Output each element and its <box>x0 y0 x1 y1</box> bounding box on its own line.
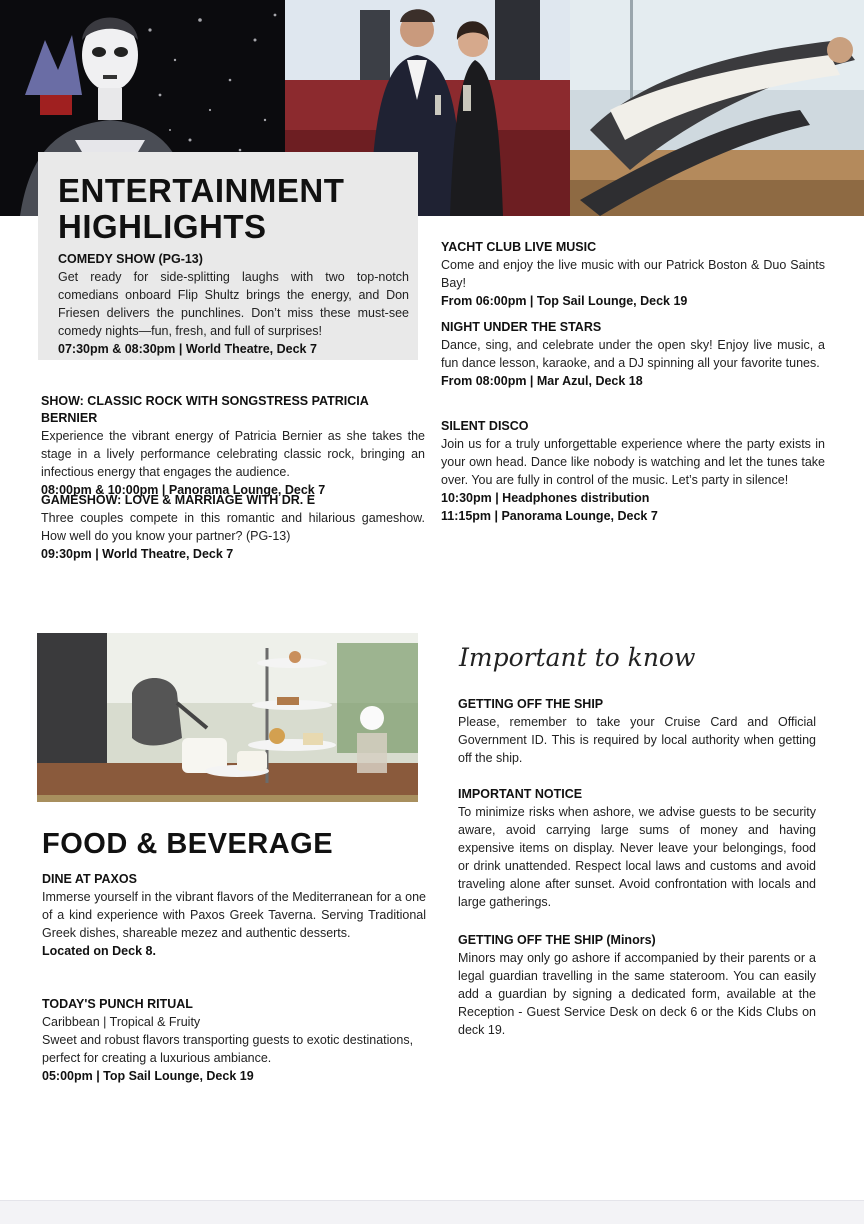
item-description: Dance, sing, and celebrate under the open sky! Enjoy live music, a fun dance lesson, karaoke, and a DJ spinning all your favorite tunes. <box>441 338 825 370</box>
item-time-location: 10:30pm | Headphones distribution <box>441 491 650 505</box>
item-description: To minimize risks when ashore, we advise guests to be security aware, avoid carrying large sums of money and having expensive items on display. Never leave your belongings, food or drink unattended. Respect local laws and customs and avoid traveling alone after sunset. Avoid confrontation with locals and large gatherings. <box>458 805 816 909</box>
item-heading: GETTING OFF THE SHIP <box>458 697 604 711</box>
getting-off-ship-item <box>458 696 816 767</box>
silent-disco-item <box>441 418 825 525</box>
item-heading: TODAY'S PUNCH RITUAL <box>42 997 193 1011</box>
gameshow-item <box>41 492 425 563</box>
yacht-club-item <box>441 239 825 310</box>
title-line-1: ENTERTAINMENT <box>58 172 345 209</box>
entertainment-title <box>58 173 344 245</box>
bottom-bar <box>0 1200 864 1224</box>
afternoon-tea-photo <box>37 633 418 802</box>
item-time-location: From 08:00pm | Mar Azul, Deck 18 <box>441 374 643 388</box>
item-heading: SHOW: CLASSIC ROCK WITH SONGSTRESS PATRICIA BERNIER <box>41 394 369 425</box>
item-description: Sweet and robust flavors transporting guests to exotic destinations, perfect for creating a luxurious ambiance. <box>42 1033 414 1065</box>
night-under-stars-item <box>441 319 825 390</box>
item-description: Minors may only go ashore if accompanied by their parents or a legal guardian travelling in the same stateroom. You can easily add a guardian by signing a dedicated form, available at the Reception - Guest Service Desk on deck 6 or the Kids Clubs on deck 19. <box>458 951 816 1037</box>
item-heading: SILENT DISCO <box>441 419 529 433</box>
item-time-location-2: 11:15pm | Panorama Lounge, Deck 7 <box>441 509 658 523</box>
minors-item <box>458 932 816 1039</box>
dine-at-paxos-item <box>42 871 426 960</box>
item-heading: GAMESHOW: LOVE & MARRIAGE WITH DR. E <box>41 493 316 507</box>
comedy-show-item <box>58 251 409 358</box>
important-notice-item <box>458 786 816 911</box>
item-heading: DINE AT PAXOS <box>42 872 137 886</box>
item-time-location: From 06:00pm | Top Sail Lounge, Deck 19 <box>441 294 688 308</box>
item-heading: IMPORTANT NOTICE <box>458 787 583 801</box>
item-subtitle: Caribbean | Tropical & Fruity <box>42 1015 201 1029</box>
classic-rock-item <box>41 393 425 499</box>
punch-ritual-item <box>42 996 426 1085</box>
item-time-location: 09:30pm | World Theatre, Deck 7 <box>41 547 234 561</box>
item-description: Immerse yourself in the vibrant flavors of the Mediterranean for a one of a kind experience with Paxos Greek Taverna. Serving Traditional Greek dishes, shareable mezez and authentic desserts. <box>42 890 426 940</box>
item-description: Please, remember to take your Cruise Card and Official Government ID. This is required by local authority when getting off the ship. <box>458 715 816 765</box>
item-heading: GETTING OFF THE SHIP (Minors) <box>458 933 656 947</box>
title-line-2: HIGHLIGHTS <box>58 208 267 245</box>
item-time-location: 07:30pm & 08:30pm | World Theatre, Deck 7 <box>58 342 317 356</box>
item-time-location: 08:00pm & 10:00pm | Panorama Lounge, Deck 7 <box>41 483 326 497</box>
item-description: Three couples compete in this romantic and hilarious gameshow. How well do you know your partner? (PG-13) <box>41 511 425 543</box>
item-description: Join us for a truly unforgettable experience where the party exists in your own head. Dance like nobody is watching and let the tunes take over. You are fully in control of the music. Let’s party in silence! <box>441 437 825 487</box>
item-location: Located on Deck 8. <box>42 944 156 958</box>
item-description: Get ready for side-splitting laughs with two top-notch comedians onboard Flip Shultz brings the energy, and Don Friesen delivers the punchlines. Don’t miss these must-see comedy nights—fun, fresh, and full of surprises! <box>58 270 409 338</box>
item-description: Experience the vibrant energy of Patricia Bernier as she takes the stage in a lively performance celebrating classic rock, bringing an infectious energy that engages the audience. <box>41 429 425 479</box>
food-beverage-title: FOOD & BEVERAGE <box>42 828 334 860</box>
item-heading: NIGHT UNDER THE STARS <box>441 320 602 334</box>
important-title: Important to know <box>459 643 696 672</box>
item-time-location: 05:00pm | Top Sail Lounge, Deck 19 <box>42 1069 254 1083</box>
item-description: Come and enjoy the live music with our Patrick Boston & Duo Saints Bay! <box>441 258 825 290</box>
item-heading: COMEDY SHOW (PG-13) <box>58 252 203 266</box>
item-heading: YACHT CLUB LIVE MUSIC <box>441 240 597 254</box>
spa-relax-photo <box>570 0 864 216</box>
